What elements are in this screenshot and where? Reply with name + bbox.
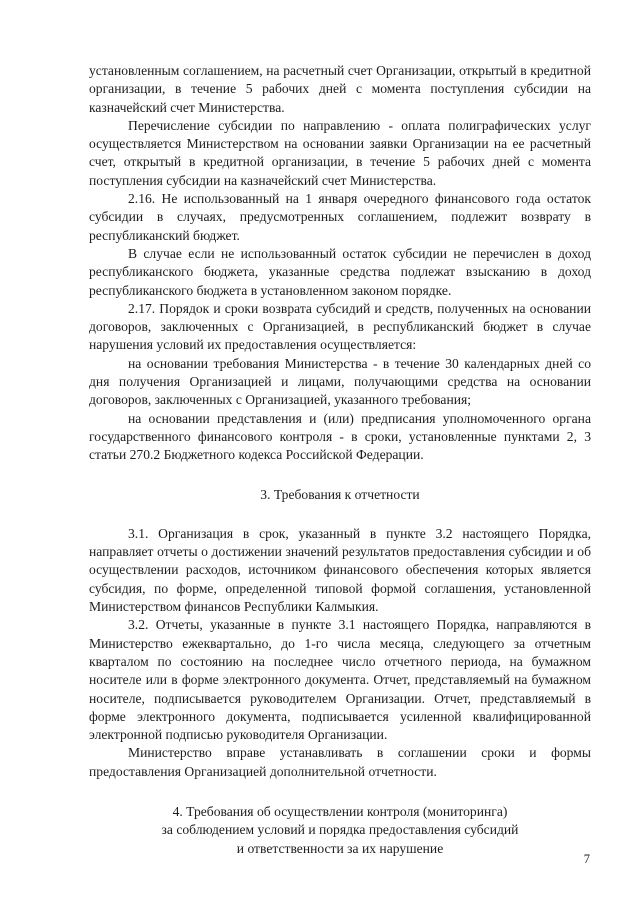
document-body: [89, 62, 591, 858]
paragraph: установленным соглашением, на расчетный счет Организации, открытый в кредитной организации, в течение 5 рабочих дней с момента поступления субсидии на казначейский счет Министерства.: [89, 63, 591, 115]
heading-line: и ответственности за их нарушение: [236, 840, 444, 856]
heading-line: за соблюдением условий и порядка предоставления субсидий: [161, 822, 519, 838]
section-heading: [89, 803, 591, 858]
heading-line: 4. Требования об осуществлении контроля (мониторинга): [172, 803, 508, 819]
paragraph: В случае если не использованный остаток субсидии не перечислен в доход республиканского бюджета, указанные средства подлежат взысканию в доход республиканского бюджета в установленном законом порядке.: [89, 245, 591, 298]
page-number: 7: [583, 852, 590, 866]
paragraph: Министерство вправе устанавливать в соглашении сроки и формы предоставления Организацией дополнительной отчетности.: [89, 745, 591, 779]
section-heading: 3. Требования к отчетности: [260, 486, 420, 502]
paragraph: 3.1. Организация в срок, указанный в пункте 3.2 настоящего Порядка, направляет отчеты о достижении значений результатов предоставления субсидии и об осуществлении расходов, источником финансового обеспечения которых является субсидия, по форме, определенной типовой формой соглашения, установленной Министерством финансов Республики Калмыкия.: [89, 525, 591, 615]
paragraph: 2.17. Порядок и сроки возврата субсидий и средств, полученных на основании договоров, заключенных с Организацией, в республиканский бюджет в случае нарушения условий их предоставления осуществляется:: [89, 300, 591, 353]
paragraph: на основании представления и (или) предписания уполномоченного органа государственного финансового контроля - в сроки, установленные пунктами 2, 3 статьи 270.2 Бюджетного кодекса Российской Федерации.: [89, 410, 591, 463]
paragraph: 2.16. Не использованный на 1 января очередного финансового года остаток субсидии в случаях, предусмотренных соглашением, подлежит возврату в республиканский бюджет.: [89, 191, 591, 243]
paragraph: Перечисление субсидии по направлению - оплата полиграфических услуг осуществляется Министерством на основании заявки Организации на ее расчетный счет, открытый в кредитной организации, в течение 5 рабочих дней с момента поступления субсидии на казначейский счет Министерства.: [89, 117, 591, 188]
paragraph: 3.2. Отчеты, указанные в пункте 3.1 настоящего Порядка, направляются в Министерство ежеквартально, до 1-го числа месяца, следующего за отчетным кварталом по состоянию на последнее число отчетного периода, на бумажном носителе или в форме электронного документа. Отчет, представляемый на бумажном носителе, подписывается руководителем Организации. Отчет, представляемый в форме электронного документа, подписывается усиленной квалифицированной электронной подписью руководителя Организации.: [89, 617, 591, 743]
paragraph: на основании требования Министерства - в течение 30 календарных дней со дня получения Организацией и лицами, получающими средства на основании договоров, заключенных с Организацией, указанного требования;: [89, 355, 591, 408]
